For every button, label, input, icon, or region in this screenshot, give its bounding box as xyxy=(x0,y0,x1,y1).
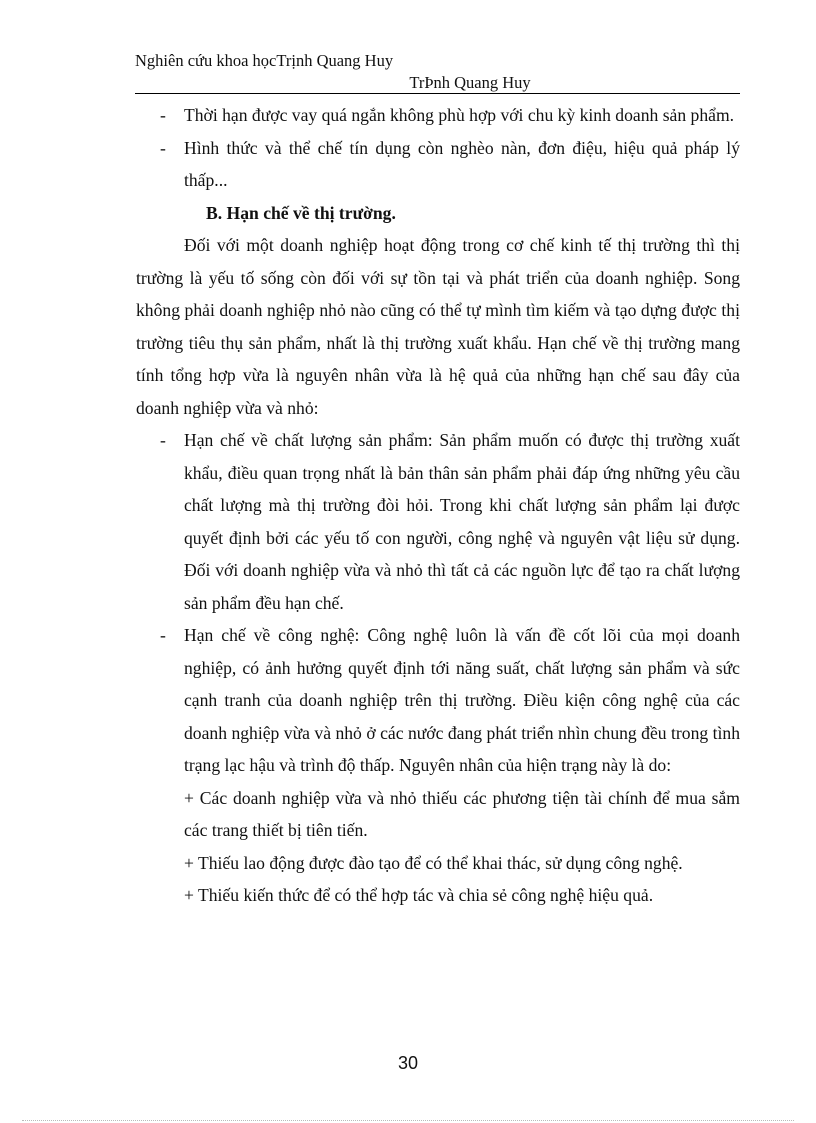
bullet-dash: - xyxy=(160,625,166,645)
header-line-2: TrÞnh Quang Huy xyxy=(409,73,531,92)
bullet-item xyxy=(136,619,740,782)
bullet-dash: - xyxy=(160,430,166,450)
plus-item: + Các doanh nghiệp vừa và nhỏ thiếu các phương tiện tài chính để mua sắm các trang thiết bị tiên tiến. xyxy=(184,787,740,840)
bullet-text: Hạn chế về chất lượng sản phẩm: Sản phẩm muốn có được thị trường xuất khẩu, điều quan trọng nhất là bản thân sản phẩm phải đáp ứng những yêu cầu chất lượng mà thị trường đòi hỏi. Trong khi chất lượng sản phẩm lại được quyết định bởi các yếu tố con người, công nghệ và nguyên vật liệu sử dụng. Đối với doanh nghiệp vừa và nhỏ thì tất cả các nguồn lực để tạo ra chất lượng sản phẩm đều hạn chế. xyxy=(184,430,740,613)
section-heading: B. Hạn chế về thị trường. xyxy=(206,202,396,223)
plus-item: + Thiếu kiến thức để có thể hợp tác và chia sẻ công nghệ hiệu quả. xyxy=(184,885,654,905)
footer-dotted-rule xyxy=(22,1120,794,1121)
page-number: 30 xyxy=(397,1053,419,1073)
bullet-text: Hạn chế về công nghệ: Công nghệ luôn là vấn đề cốt lõi của mọi doanh nghiệp, có ảnh hưởng quyết định tới năng suất, chất lượng sản phẩm và sức cạnh tranh của doanh nghiệp trên thị trường. Điều kiện công nghệ của các doanh nghiệp vừa và nhỏ ở các nước đang phát triển nhìn chung đều trong tình trạng lạc hậu và trình độ thấp. Nguyên nhân của hiện trạng này là do: xyxy=(184,625,740,775)
header-divider xyxy=(135,93,740,94)
plus-item: + Thiếu lao động được đào tạo để có thể khai thác, sử dụng công nghệ. xyxy=(184,852,683,873)
bullet-text: Thời hạn được vay quá ngắn không phù hợp với chu kỳ kinh doanh sản phẩm. xyxy=(184,105,735,125)
document-body xyxy=(136,99,740,912)
bullet-item xyxy=(136,99,740,132)
bullet-dash: - xyxy=(160,137,166,158)
bullet-text: Hình thức và thể chế tín dụng còn nghèo nàn, đơn điệu, hiệu quả pháp lý thấp... xyxy=(184,137,740,190)
bullet-dash: - xyxy=(160,105,166,125)
bullet-item xyxy=(136,424,740,619)
bullet-item xyxy=(136,132,740,197)
running-header xyxy=(135,50,740,94)
intro-paragraph: Đối với một doanh nghiệp hoạt động trong cơ chế kinh tế thị trường thì thị trường là yếu tố sống còn đối với sự tồn tại và phát triển của doanh nghiệp. Song không phải doanh nghiệp nhỏ nào cũng có thể tự mình tìm kiếm và tạo dựng được thị trường tiêu thụ sản phẩm, nhất là thị trường xuất khẩu. Hạn chế về thị trường mang tính tổng hợp vừa là nguyên nhân vừa là hệ quả của những hạn chế sau đây của doanh nghiệp vừa và nhỏ: xyxy=(136,235,740,418)
header-line-1: Nghiên cứu khoa họcTrịnh Quang Huy xyxy=(135,51,394,70)
